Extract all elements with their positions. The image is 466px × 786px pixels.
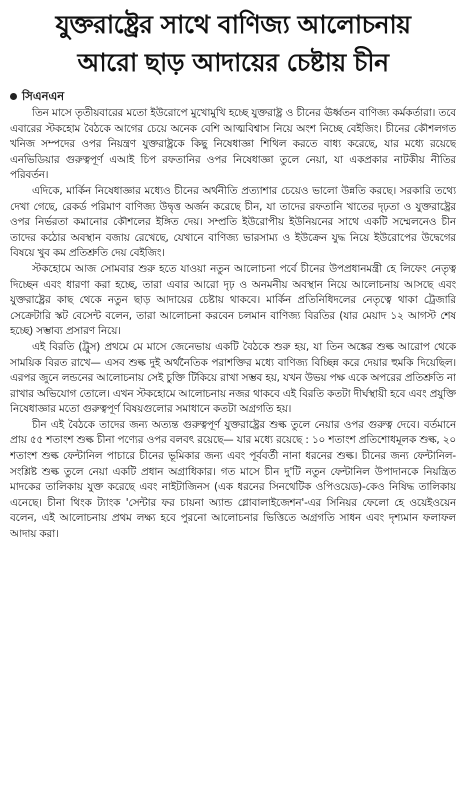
- headline: [10, 6, 456, 82]
- source-byline: [10, 88, 456, 104]
- paragraph-5: চীন এই বৈঠকে তাদের জন্য অত্যন্ত গুরুত্বপূর্ণ যুক্তরাষ্ট্রের শুল্ক তুলে নেয়ার ওপর গুরুত্ব দেবে। বর্তমানে প্রায় ৫৫ শতাংশ শুল্ক চীনা পণ্যের ওপর বলবৎ রয়েছে— যার মধ্যে রয়েছে : ১০ শতাংশ প্রতিশোধমূলক শুল্ক, ২০ শতাংশ শুল্ক ফেন্টানিল পাচারে চীনের ভূমিকার জন্য এবং পূর্ববর্তী নানা ধরনের শুল্ক। চীনের জন্য ফেন্টানিল-সংশ্লিষ্ট শুল্ক তুলে নেয়া একটি প্রধান অগ্রাধিকার। গত মাসে চীন দু'টি নতুন ফেন্টানিল উপাদানকে নিয়ন্ত্রিত মাদকের তালিকায় যুক্ত করেছে এবং নাইটাজিনস (এক ধরনের সিনথেটিক ওপিওয়েড)-কেও নিষিদ্ধ তালিকায় এনেছে। চীনা থিংক ট্যাংক 'সেন্টার ফর চায়না অ্যান্ড গ্লোবালাইজেশন'-এর সিনিয়র ফেলো হে ওয়েইওয়েন বলেন, এই আলোচনায় প্রথম লক্ষ্য হবে পুরনো আলোচনার ভিত্তিতে অগ্রগতি সাধন এবং দৃশ্যমান ফলাফল আদায় করা।: [10, 418, 456, 541]
- paragraph-1: তিন মাসে তৃতীয়বারের মতো ইউরোপে মুখোমুখি হচ্ছে যুক্তরাষ্ট্র ও চীনের ঊর্ধ্বতন বাণিজ্য কর্মকর্তারা। তবে এবারের স্টকহোম বৈঠকে আগের চেয়ে অনেক বেশি আত্মবিশ্বাস নিয়ে অংশ নিচ্ছে বেইজিং। চীনের কৌশলগত খনিজ সম্পদের ওপর নিয়ন্ত্রণ যুক্তরাষ্ট্রকে কিছু নিষেধাজ্ঞা শিথিল করতে বাধ্য করেছে, যার মধ্যে রয়েছে এনভিডিয়ার গুরুত্বপূর্ণ এআই চিপ রফতানির ওপর নিষেধাজ্ঞা তুলে নেয়া, যা একপ্রকার নাটকীয় নীতির পরিবর্তন।: [10, 107, 456, 182]
- paragraph-4: এই বিরতি (ট্রুস) প্রথমে মে মাসে জেনেভায় একটি বৈঠকে শুরু হয়, যা তিন অঙ্কের শুল্ক আরোপ থেকে সাময়িক বিরত রাখে— এসব শুল্ক দুই অর্থনৈতিক পরাশক্তির মধ্যে বাণিজ্য বিচ্ছিন্ন করে দেয়ার হুমকি দিয়েছিল। এরপর জুনে লন্ডনের আলোচনায় সেই চুক্তি টিকিয়ে রাখা সম্ভব হয়, যখন উভয় পক্ষ একে অপরের প্রতিশ্রুতি না রাখার অভিযোগ তোলে। এখন স্টকহোমে আলোচনায় নজর থাকবে এই বিরতি কতটা দীর্ঘস্থায়ী হবে এবং প্রযুক্তি নিষেধাজ্ঞার মতো গুরুত্বপূর্ণ বিষয়গুলোর সমাধানে কতটা অগ্রগতি হয়।: [10, 340, 456, 416]
- paragraph-2: এদিকে, মার্কিন নিষেধাজ্ঞার মধ্যেও চীনের অর্থনীতি প্রত্যাশার চেয়েও ভালো উন্নতি করছে। সরকারি তথ্যে দেখা গেছে, রেকর্ড পরিমাণ বাণিজ্য উদ্বৃত্ত অর্জন করেছে চীন, যা তাদের রফতানি খাতের দৃঢ়তা ও যুক্তরাষ্ট্রের ওপর নির্ভরতা কমানোর কৌশলের ইঙ্গিত দেয়। সম্প্রতি ইউরোপীয় ইউনিয়নের সাথে একটি সম্মেলনেও চীন তাদের কঠোর অবস্থান বজায় রেখেছে, যেখানে বাণিজ্য ভারসাম্য ও ইউক্রেন যুদ্ধ নিয়ে ইউরোপের উদ্বেগের বিষয়ে খুব কম প্রতিশ্রুতি দেয় বেইজিং।: [10, 184, 456, 260]
- source-name: সিএনএন: [22, 89, 65, 103]
- article-body: [10, 106, 456, 543]
- headline-line-1: যুক্তরাষ্ট্রের সাথে বাণিজ্য আলোচনায়: [55, 10, 411, 39]
- news-article: [10, 6, 456, 780]
- headline-line-2: আরো ছাড় আদায়ের চেষ্টায় চীন: [77, 48, 389, 77]
- paragraph-3: স্টকহোমে আজ সোমবার শুরু হতে যাওয়া নতুন আলোচনা পর্বে চীনের উপপ্রধানমন্ত্রী হে লিফেং নেতৃত্ব দিচ্ছেন এবং ধারণা করা হচ্ছে, তারা এবার আরো দৃঢ় ও অনমনীয় অবস্থান নিয়ে আলোচনায় আসছে এবং যুক্তরাষ্ট্রের কাছ থেকে নতুন ছাড় আদায়ের চেষ্টায় থাকবে। মার্কিন প্রতিনিধিদলের নেতৃত্বে থাকা ট্রেজারি সেক্রেটারি স্কট বেসেন্ট বলেন, তারা আলোচনা করবেন চলমান বাণিজ্য বিরতির (যার মেয়াদ ১২ আগস্ট শেষ হচ্ছে) সম্ভাব্য প্রসারণ নিয়ে।: [10, 262, 456, 338]
- bullet-icon: [10, 93, 17, 100]
